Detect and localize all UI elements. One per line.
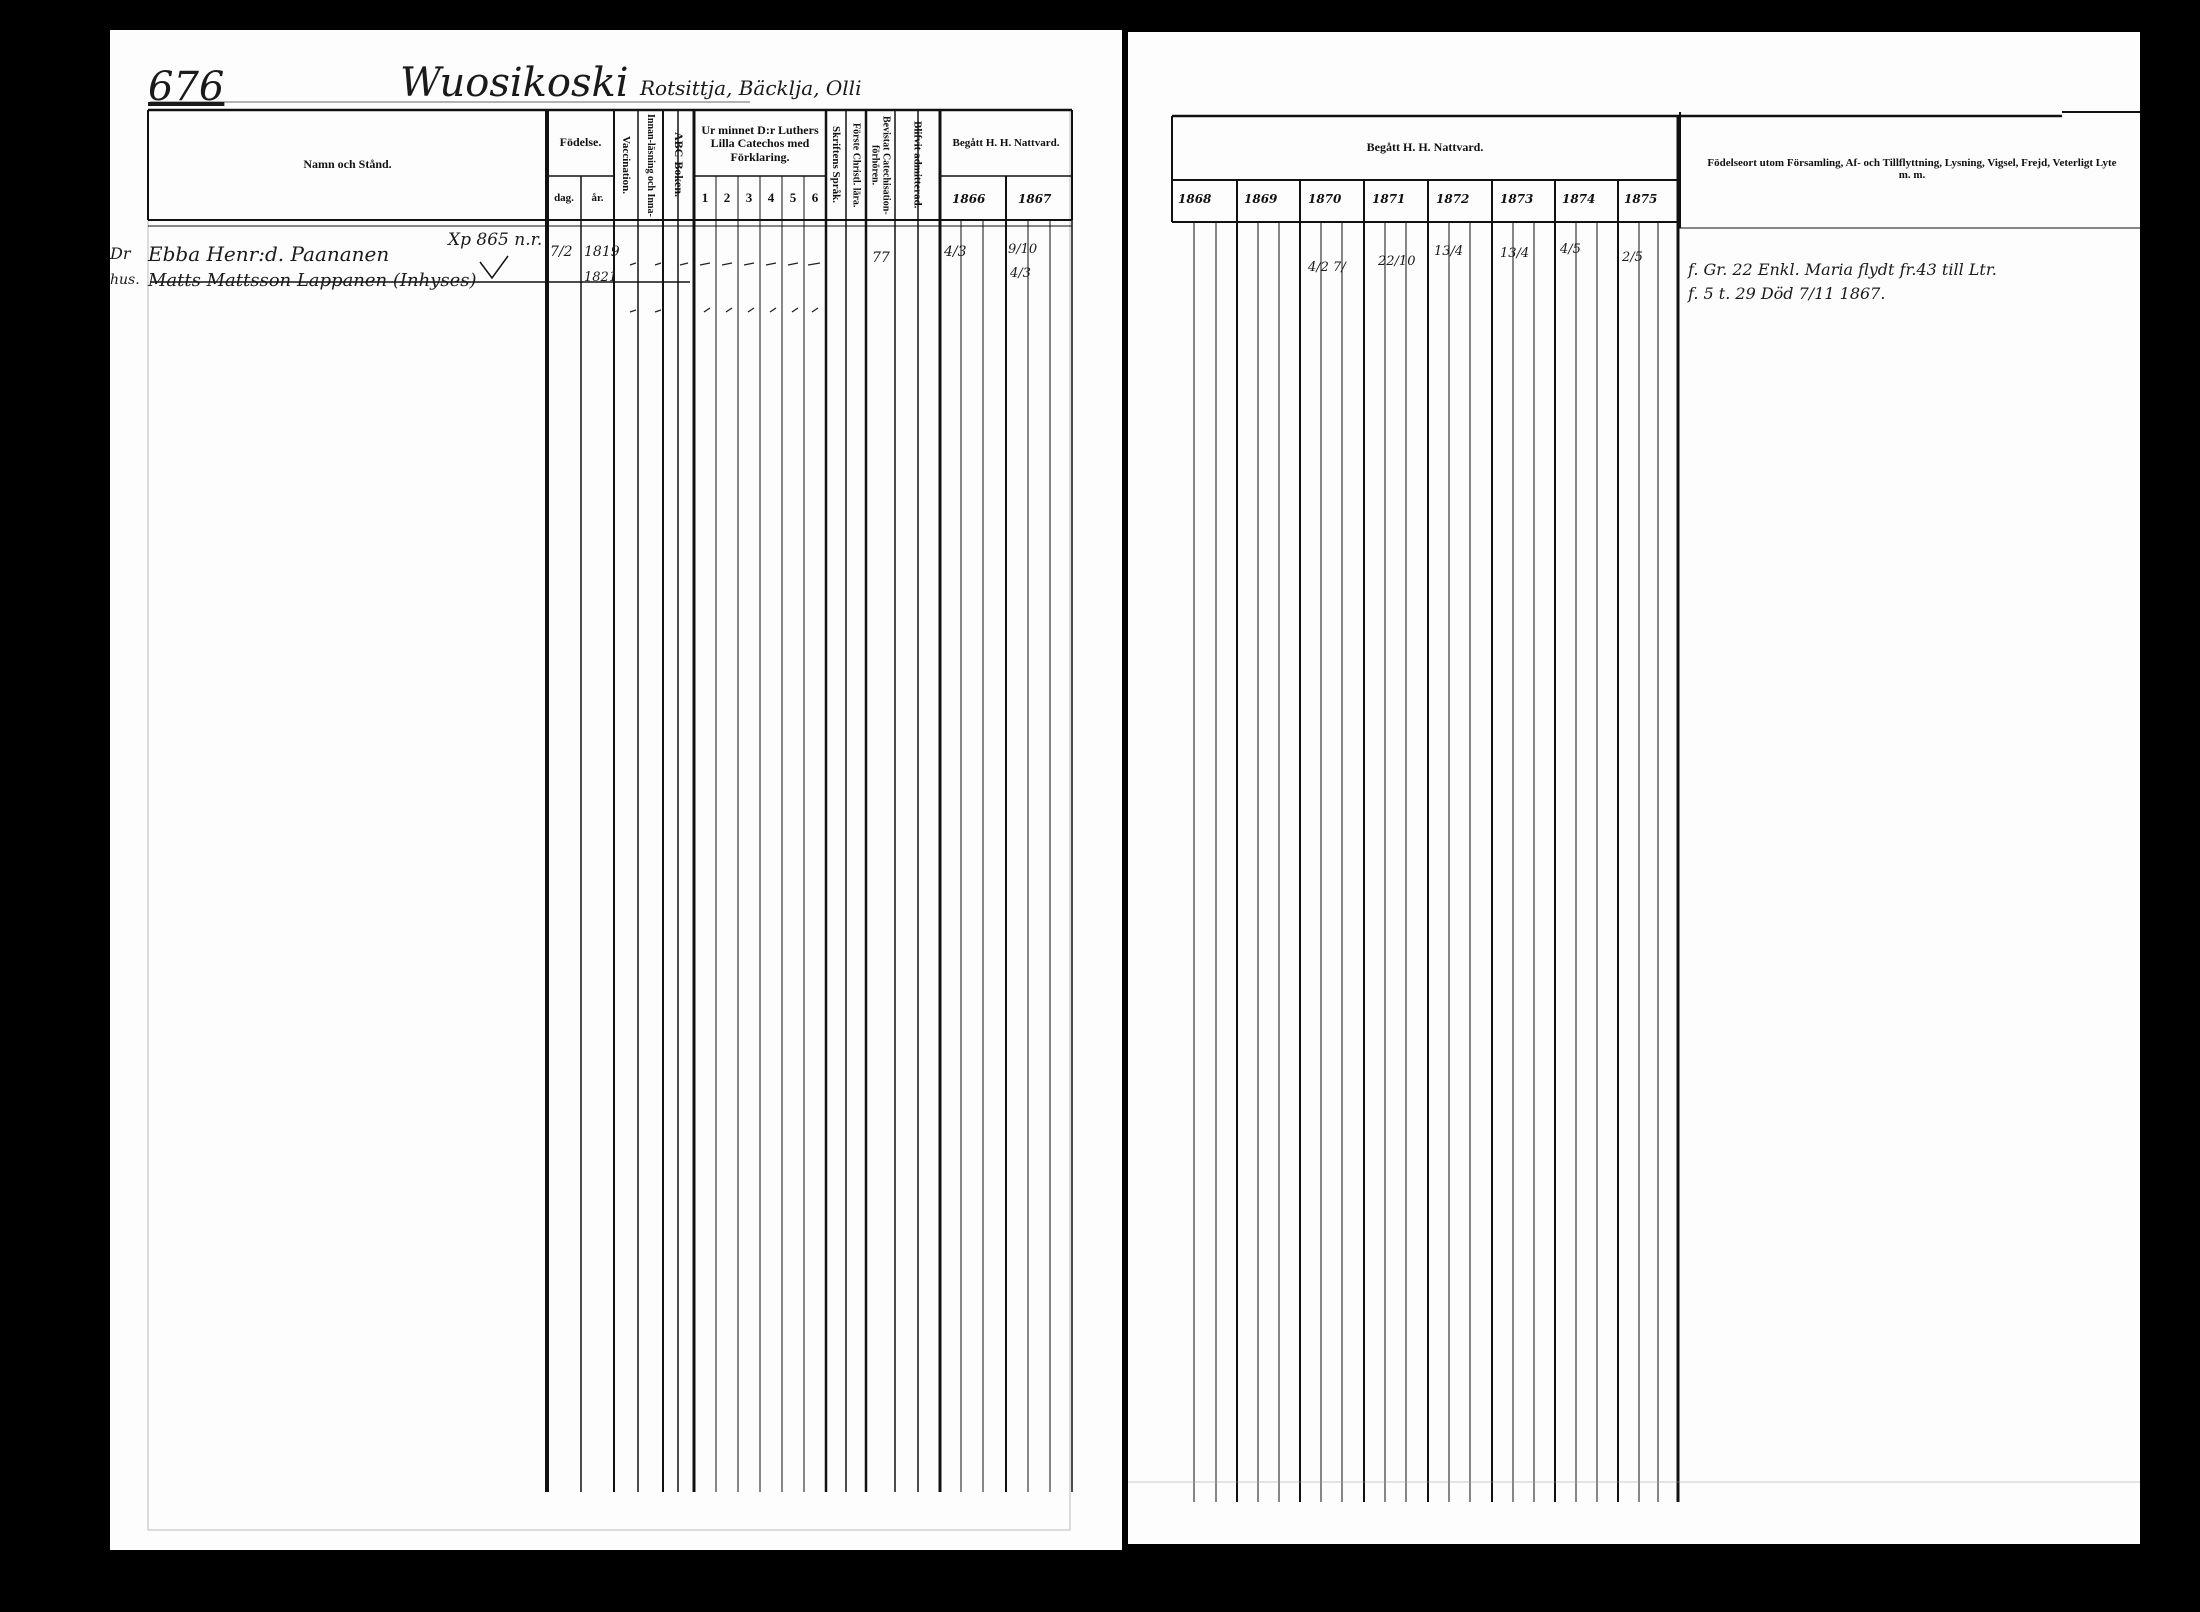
catechism-col: 6 (811, 189, 819, 205)
catechism-col: 4 (767, 189, 775, 205)
year-1875: 1875 (1624, 192, 1658, 206)
header-reading-cell (638, 110, 663, 220)
header-vaccination-cell (614, 110, 638, 220)
header-day: dag. (554, 191, 574, 204)
entry-marker: Dr (110, 244, 131, 263)
header-abc-cell (663, 110, 694, 220)
catechism-col: 2 (723, 189, 731, 205)
header-name: Namn och Stånd. (303, 157, 392, 172)
year-1871: 1871 (1372, 192, 1406, 206)
entry-1875: 2/5 (1622, 250, 1643, 265)
header-year: år. (591, 191, 604, 204)
year-1872: 1872 (1436, 192, 1470, 206)
entry-1867: 4/3 (1010, 266, 1031, 281)
header-bible: Skriftens Språk. (830, 126, 843, 204)
header-vaccination: Vaccination. (620, 136, 633, 194)
entry-remark: f. Gr. 22 Enkl. Maria flydt fr.43 till Ltr. (1688, 260, 1997, 279)
entry-1867: 9/10 (1008, 242, 1038, 257)
header-remarks: Födelseort utom Församling, Af- och Tillflyttning, Lysning, Vigsel, Frejd, Veterligt Lyte m. m. (1707, 156, 2117, 181)
header-admitted-cell (895, 110, 940, 220)
header-birth: Födelse. (559, 135, 602, 150)
entry-remark: f. 5 t. 29 Död 7/11 1867. (1688, 284, 1886, 303)
header-reading: Innan-läsning och Inna- (645, 113, 656, 217)
year-1874: 1874 (1562, 192, 1596, 206)
page-number: 676 (148, 64, 225, 110)
entry-1872: 13/4 (1434, 244, 1464, 259)
year-1870: 1870 (1308, 192, 1342, 206)
entry-1866: 4/3 (944, 244, 967, 260)
year-1866: 1866 (952, 192, 986, 206)
header-communion-right: Begått H. H. Nattvard. (1366, 140, 1484, 155)
header-christian-cell (846, 110, 866, 220)
header-communion: Begått H. H. Nattvard. (952, 136, 1060, 149)
entry-1874: 4/5 (1560, 242, 1581, 257)
entry-1871: 22/10 (1378, 254, 1416, 269)
entry-name: Ebba Henr:d. Paananen (148, 242, 390, 266)
village-note: Rotsittja, Bäcklja, Olli (640, 76, 862, 100)
year-1868: 1868 (1178, 192, 1212, 206)
catechism-col: 5 (789, 189, 797, 205)
entry-1870: 4/2 7/ (1308, 260, 1346, 275)
header-proven: Bevistat Catechisation-förhören. (869, 115, 892, 215)
left-register-page (110, 30, 1122, 1550)
village-name: Wuosikoski (400, 60, 629, 106)
header-proven-cell (866, 110, 895, 220)
entry-1873: 13/4 (1500, 246, 1530, 261)
catechism-col: 3 (745, 189, 753, 205)
catechism-col: 1 (701, 189, 709, 205)
header-bible-cell (826, 110, 846, 220)
entry-birth-year: 1819 (584, 244, 620, 260)
entry-birth-year: 1821 (584, 270, 618, 285)
header-christian: Förste Christl. lära. (850, 122, 862, 208)
catechism-number-row (694, 176, 826, 220)
entry-marker: hus. (110, 272, 140, 288)
entry-note: Xp 865 n.r. (448, 230, 543, 250)
year-1869: 1869 (1244, 192, 1278, 206)
header-catechism: Ur minnet D:r Luthers Lilla Catechos med Förklaring. (701, 123, 819, 164)
year-1867: 1867 (1018, 192, 1052, 206)
entry-name: Matts Mattsson Lappanen (Inhyses) (148, 270, 477, 291)
right-register-page (1128, 32, 2140, 1544)
header-admitted: Blifvit admitterad. (911, 121, 924, 209)
entry-proven: 77 (872, 250, 890, 266)
entry-birth-day: 7/2 (550, 244, 573, 260)
header-abc: ABC-Boken. (672, 132, 687, 198)
year-1873: 1873 (1500, 192, 1534, 206)
